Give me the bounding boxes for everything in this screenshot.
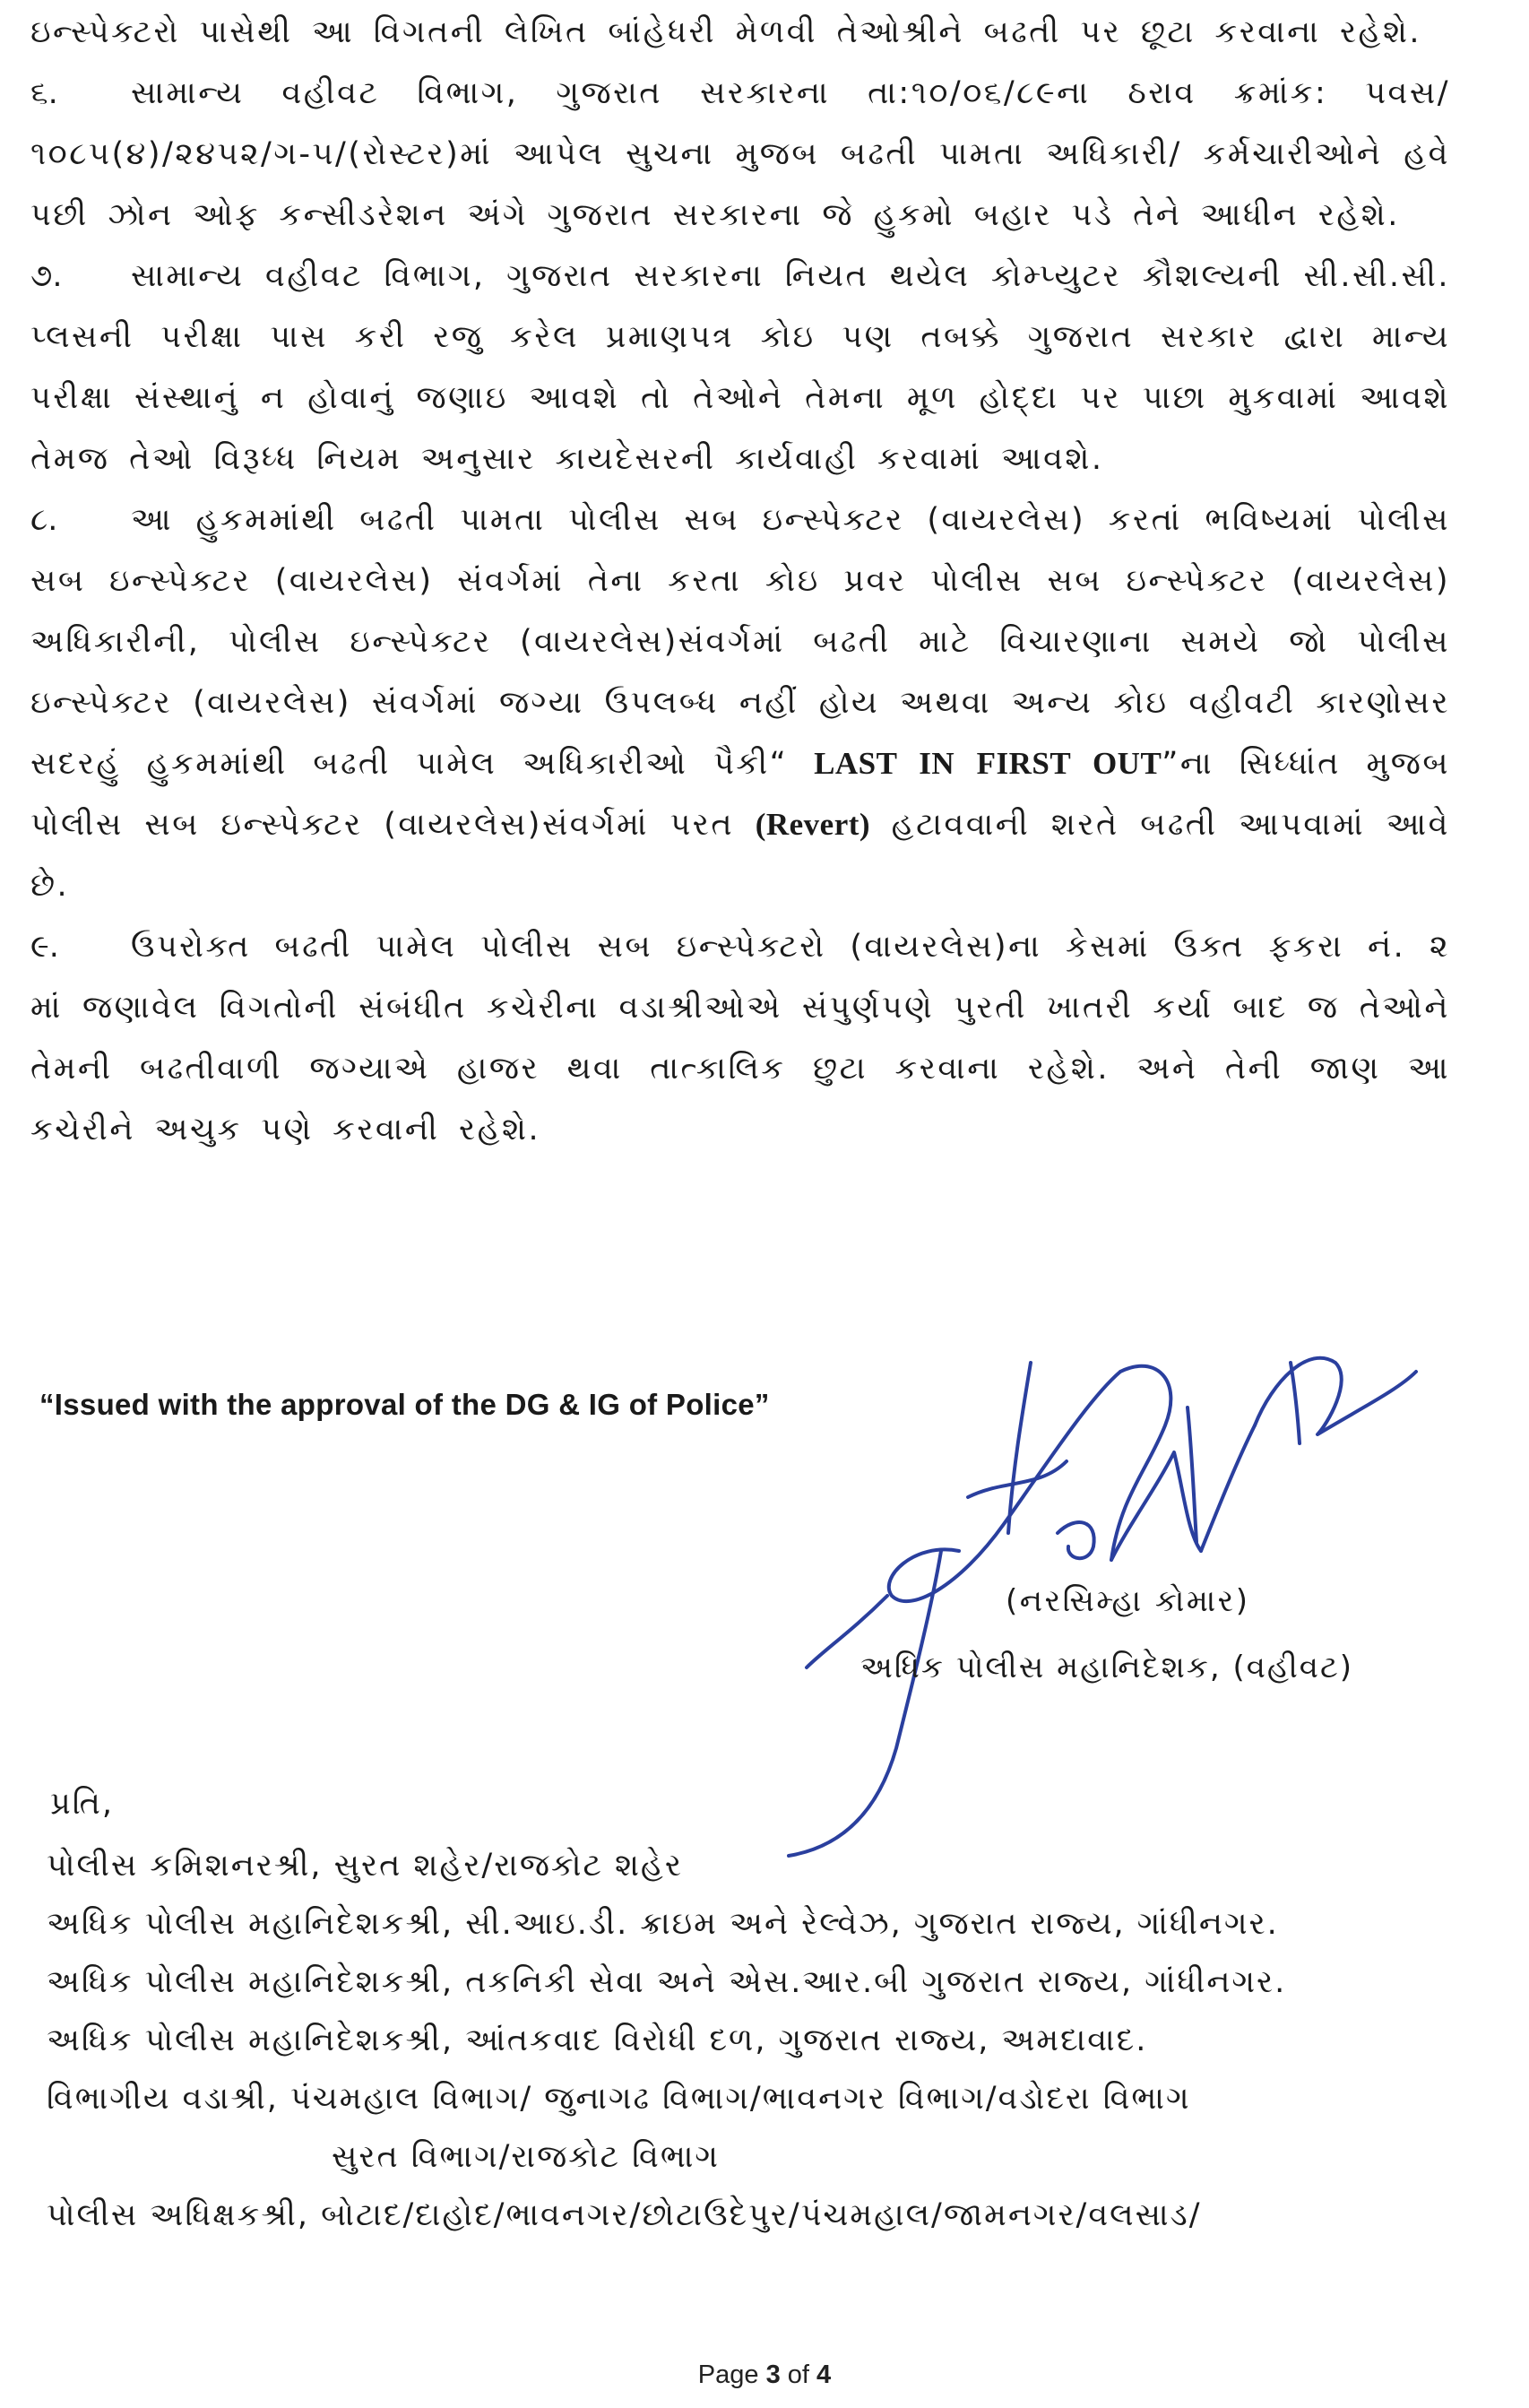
page-word: Page bbox=[697, 2360, 759, 2389]
page-footer bbox=[0, 2360, 1529, 2390]
recipient-item: વિભાગીય વડાશ્રી, પંચમહાલ વિભાગ/ જુનાગઢ વિભાગ/ભાવનગર વિભાગ/વડોદરા વિભાગ bbox=[47, 2081, 1191, 2117]
paragraph-text: ઇન્સ્પેક્ટરો પાસેથી આ વિગતની લેખિત બાંહેધરી મેળવી તેઓશ્રીને બઢતી પર છૂટા કરવાના રહેશે. bbox=[30, 14, 1422, 50]
current-page-number: 3 bbox=[765, 2360, 781, 2389]
paragraph-text: ઉપરોક્ત બઢતી પામેલ પોલીસ સબ ઇન્સ્પેક્ટરો (વાયરલેસ)ના કેસમાં ઉક્ત ફકરા નં. ૨ માં જણાવેલ વિગતોની સંબંધીત કચેરીના વડાશ્રીઓએ સંપુર્ણપણે પુરતી ખાતરી કર્યા બાદ જ તેઓને તેમની બઢતીવાળી જગ્યાએ હાજર થવા તાત્કાલિક છુટા કરવાના રહેશે. અને તેની જાણ આ કચેરીને અચુક પણે કરવાની રહેશે. bbox=[30, 929, 1450, 1148]
recipient-heading: પ્રતિ, bbox=[50, 1786, 114, 1822]
paragraph-7 bbox=[30, 246, 1450, 489]
paragraph-text: આ હુકમમાંથી બઢતી પામતા પોલીસ સબ ઇન્સ્પેક્ટર (વાયરલેસ) કરતાં ભવિષ્યમાં પોલીસ સબ ઇન્સ્પેક્ટર (વાયરલેસ) સંવર્ગમાં તેના કરતા કોઇ પ્રવર પોલીસ સબ ઇન્સ્પેક્ટર (વાયરલેસ) અધિકારીની, પોલીસ ઇન્સ્પેક્ટર (વાયરલેસ)સંવર્ગમાં બઢતી માટે વિચારણાના સમયે જો પોલીસ ઇન્સ્પેક્ટર (વાયરલેસ) સંવર્ગમાં જગ્યા ઉપલબ્ધ નહીં હોય અથવા અન્ય કોઇ વહીવટી કારણોસર સદરહું હુકમમાંથી બઢતી પામેલ અધિકારીઓ પૈકી“ bbox=[30, 502, 1450, 782]
recipient-item: અધિક પોલીસ મહાનિદેશકશ્રી, તકનિકી સેવા અને એસ.આર.બી ગુજરાત રાજ્ય, ગાંધીનગર. bbox=[47, 1964, 1287, 2000]
paragraph-8 bbox=[30, 489, 1450, 916]
recipient-block bbox=[47, 1771, 1481, 2245]
recipient-item: અધિક પોલીસ મહાનિદેશકશ્રી, સી.આઇ.ડી. ક્રાઇમ અને રેલ્વેઝ, ગુજરાત રાજ્ય, ગાંધીનગર. bbox=[47, 1906, 1279, 1942]
paragraph-text: સામાન્ય વહીવટ વિભાગ, ગુજરાત સરકારના તા:૧૦/૦૬/૮૯ના ઠરાવ ક્રમાંક: પવસ/ ૧૦૮૫(૪)/૨૪૫૨/ગ-૫/(રોસ્ટર)માં આપેલ સુચના મુજબ બઢતી પામતા અધિકારી/ કર્મચારીઓને હવે પછી ઝોન ઓફ કન્સીડરેશન અંગે ગુજરાત સરકારના જે હુકમો બહાર પડે તેને આધીન રહેશે. bbox=[30, 75, 1450, 233]
paragraph-number: ૬. bbox=[30, 75, 58, 111]
recipient-item: પોલીસ અધિક્ષકશ્રી, બોટાદ/દાહોદ/ભાવનગર/છોટાઉદેપુર/પંચમહાલ/જામનગર/વલસાડ/ bbox=[47, 2197, 1202, 2233]
paragraph-number: ૮. bbox=[30, 502, 58, 538]
recipient-item: પોલીસ કમિશનરશ્રી, સુરત શહેર/રાજકોટ શહેર bbox=[47, 1848, 683, 1884]
paragraph-number: ૭. bbox=[30, 258, 63, 294]
of-word: of bbox=[787, 2360, 809, 2389]
paragraph-text: ”ના સિધ્ધાંત મુજબ પોલીસ સબ ઇન્સ્પેક્ટર (વાયરલેસ)સંવર્ગમાં પરત bbox=[30, 746, 1450, 843]
body-text bbox=[30, 2, 1450, 1160]
paragraph-text: હટાવવાની શરતે બઢતી આપવામાં આવે છે. bbox=[30, 807, 1450, 904]
recipient-item-continuation: સુરત વિભાગ/રાજકોટ વિભાગ bbox=[332, 2139, 720, 2175]
recipient-item: અધિક પોલીસ મહાનિદેશકશ્રી, આંતકવાદ વિરોધી દળ, ગુજરાત રાજ્ય, અમદાવાદ. bbox=[47, 2023, 1148, 2058]
paragraph-6 bbox=[30, 63, 1450, 246]
paragraph-continuation bbox=[30, 2, 1450, 63]
total-pages-number: 4 bbox=[816, 2360, 832, 2389]
paragraph-number: ૯. bbox=[30, 929, 59, 965]
approval-note: “Issued with the approval of the DG & IG of Police” bbox=[39, 1388, 770, 1421]
signatory-designation: અધિક પોલીસ મહાનિદેશક, (વહીવટ) bbox=[860, 1650, 1354, 1685]
paragraph-9 bbox=[30, 916, 1450, 1160]
paragraph-text: સામાન્ય વહીવટ વિભાગ, ગુજરાત સરકારના નિયત થયેલ કોમ્પ્યુટર કૌશલ્યની સી.સી.સી. પ્લસની પરીક્ષા પાસ કરી રજુ કરેલ પ્રમાણપત્ર કોઇ પણ તબક્કે ગુજરાત સરકાર દ્વારા માન્ય પરીક્ષા સંસ્થાનું ન હોવાનું જણાઇ આવશે તો તેઓને તેમના મૂળ હોદ્દા પર પાછા મુકવામાં આવશે તેમજ તેઓ વિરૂધ્ધ નિયમ અનુસાર કાયદેસરની કાર્યવાહી કરવામાં આવશે. bbox=[30, 258, 1450, 477]
lifo-term: LAST IN FIRST OUT bbox=[814, 746, 1162, 781]
revert-term: (Revert) bbox=[755, 807, 871, 842]
signatory-name: (નરસિમ્હા કોમાર) bbox=[1006, 1583, 1250, 1619]
